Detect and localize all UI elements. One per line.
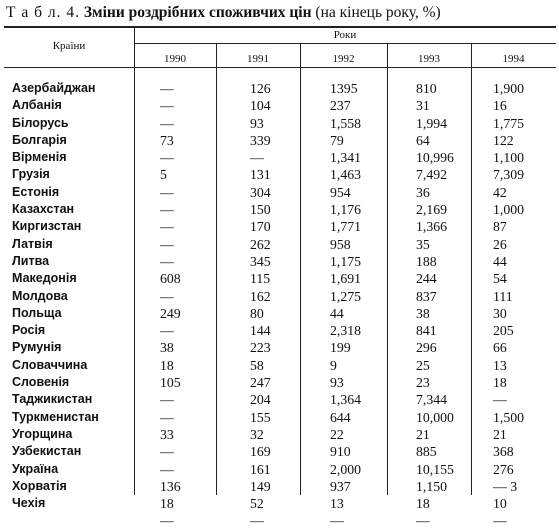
value-cell: 30 [493,305,507,321]
value-cell: 66 [493,340,507,356]
table-row [4,305,556,322]
value-cell: 169 [250,444,271,460]
value-cell: 155 [250,409,271,425]
value-cell: — [160,150,174,166]
value-cell: 26 [493,236,507,252]
table-row [4,478,556,495]
table-row [4,166,556,183]
caption-lead: Т а б л. 4. [6,4,80,21]
year-header: 1991 [247,53,269,65]
value-cell: 161 [250,461,271,477]
table-caption [6,3,554,23]
country-name: Білорусь [12,115,69,130]
value-cell: 115 [250,271,271,287]
value-cell: 10,000 [416,409,454,425]
value-cell: 608 [160,271,181,287]
value-cell: 1,900 [493,81,525,96]
table-row [4,461,556,478]
value-cell: 73 [160,132,174,148]
country-name: Литва [12,253,50,268]
value-cell: 18 [160,357,174,373]
value-cell: 205 [493,323,514,339]
value-cell: 2,318 [330,323,362,339]
country-name: Словаччина [12,357,88,372]
table-row [4,80,556,97]
value-cell: 837 [416,288,437,304]
country-name: Казахстан [12,202,75,217]
country-name: Румунія [12,340,62,355]
table-body [4,80,556,530]
value-cell: 131 [250,167,271,183]
value-cell: 304 [250,184,271,200]
value-cell: 111 [493,288,513,304]
value-cell: — [250,150,264,166]
table-row [4,409,556,426]
value-cell: 262 [250,236,271,252]
value-cell: 2,000 [330,461,362,477]
value-cell: 150 [250,202,271,218]
value-cell: — [493,392,507,408]
value-cell: 13 [493,357,507,373]
country-name: Хорватія [12,478,67,493]
value-cell: 93 [330,375,344,391]
value-cell: 841 [416,323,437,339]
value-cell: 810 [416,81,437,96]
table-row [4,115,556,132]
table-row [4,322,556,339]
value-cell: 1,463 [330,167,362,183]
value-cell: 237 [330,98,351,114]
value-cell: — [160,253,174,269]
price-change-table [4,26,556,529]
value-cell: 244 [416,271,437,287]
value-cell: 204 [250,392,271,408]
value-cell: — [160,392,174,408]
table-row [4,184,556,201]
value-cell: 249 [160,305,181,321]
value-cell: 136 [160,478,181,494]
value-cell: 93 [250,115,264,131]
value-cell: 1,994 [416,115,448,131]
value-cell: 33 [160,426,174,442]
country-name: Киргизстан [12,219,82,234]
value-cell: 2,169 [416,202,448,218]
value-cell: 22 [330,426,344,442]
country-name: Україна [12,461,59,476]
year-header: 1993 [418,53,440,65]
value-cell: 144 [250,323,271,339]
country-name: Вірменія [12,150,67,165]
country-name: Польща [12,305,62,320]
value-cell: 937 [330,478,351,494]
value-cell: 122 [493,132,514,148]
value-cell: 54 [493,271,507,287]
value-cell: 18 [493,375,507,391]
value-cell: — [160,236,174,252]
value-cell: 18 [160,496,174,512]
value-cell: 44 [330,305,344,321]
value-cell: 36 [416,184,430,200]
country-name: Узбекистан [12,444,82,459]
country-name: Словенія [12,375,70,390]
table-row [4,149,556,166]
value-cell: — [160,409,174,425]
value-cell: 276 [493,461,514,477]
value-cell: 31 [416,98,430,114]
table-row [4,97,556,114]
value-cell: 162 [250,288,271,304]
value-cell: — [160,323,174,339]
value-cell: 23 [416,375,430,391]
value-cell: 38 [416,305,430,321]
value-cell: 1,341 [330,150,362,166]
value-cell: — 3 [493,478,518,494]
value-cell: — [160,202,174,218]
value-cell: 1,176 [330,202,362,218]
value-cell: 644 [330,409,351,425]
value-cell: — [160,461,174,477]
value-cell: 126 [250,81,271,96]
table-row [4,374,556,391]
value-cell: 79 [330,132,344,148]
value-cell: 10 [493,496,507,512]
country-name: Таджикистан [12,392,93,407]
year-header: 1990 [164,53,186,65]
value-cell: 42 [493,184,507,200]
value-cell: 1,150 [416,478,448,494]
value-cell: 58 [250,357,264,373]
years-group-header: Роки [333,29,357,41]
value-cell: 368 [493,444,514,460]
value-cell: 7,344 [416,392,448,408]
value-cell: 5 [160,167,167,183]
value-cell: 345 [250,253,271,269]
table-row [4,218,556,235]
value-cell: 10,996 [416,150,454,166]
value-cell: 910 [330,444,351,460]
country-name: Албанія [12,98,62,113]
value-cell: 1,175 [330,253,362,269]
value-cell: 38 [160,340,174,356]
value-cell: 1,775 [493,115,525,131]
value-cell: 339 [250,132,271,148]
table-row [4,391,556,408]
value-cell: 32 [250,426,264,442]
table-row [4,512,556,529]
value-cell: 104 [250,98,271,114]
value-cell: 105 [160,375,181,391]
table-row [4,132,556,149]
value-cell: 223 [250,340,271,356]
value-cell: 1,500 [493,409,525,425]
table-row [4,236,556,253]
value-cell: 1,366 [416,219,448,235]
value-cell: 188 [416,253,437,269]
year-header: 1994 [502,53,525,65]
value-cell: 21 [416,426,430,442]
value-cell: 44 [493,253,507,269]
country-name: Молдова [12,288,68,303]
value-cell: — [160,513,174,529]
value-cell: 296 [416,340,437,356]
value-cell: 1,691 [330,271,362,287]
table-row [4,357,556,374]
value-cell: 247 [250,375,271,391]
table-row [4,495,556,512]
country-name: Чехія [12,496,46,511]
value-cell: 1,558 [330,115,362,131]
caption-rest: (на кінець року, %) [315,4,441,21]
table-row [4,201,556,218]
country-column-header: Країни [52,40,86,52]
table-row [4,270,556,287]
country-name: Туркменистан [12,409,99,424]
value-cell: 1,000 [493,202,525,218]
value-cell: — [160,288,174,304]
value-cell: 1395 [330,81,358,96]
value-cell: — [160,219,174,235]
value-cell: 1,364 [330,392,362,408]
table-row [4,288,556,305]
value-cell: 199 [330,340,351,356]
table-row [4,443,556,460]
value-cell: 52 [250,496,264,512]
value-cell: 18 [416,496,430,512]
value-cell: 1,275 [330,288,362,304]
value-cell: — [160,81,174,96]
value-cell: — [160,184,174,200]
years-group-rule [134,43,556,44]
value-cell: 7,309 [493,167,525,183]
value-cell: 25 [416,357,430,373]
value-cell: 1,771 [330,219,362,235]
value-cell: 954 [330,184,351,200]
value-cell: — [416,513,430,529]
value-cell: 16 [493,98,507,114]
value-cell: 10,155 [416,461,454,477]
country-name: Росія [12,323,46,338]
value-cell: 1,100 [493,150,525,166]
country-name: Латвія [12,236,53,251]
value-cell: 35 [416,236,430,252]
country-name: Грузія [12,167,50,182]
country-name: Угорщина [12,426,73,441]
country-name: Естонія [12,184,60,199]
country-name: Азербайджан [12,81,96,95]
value-cell: 170 [250,219,271,235]
caption-title: Зміни роздрібних споживчих цін [83,4,312,21]
value-cell: 9 [330,357,337,373]
table-row [4,253,556,270]
year-header: 1992 [332,53,355,65]
country-name: Македонія [12,271,77,286]
value-cell: — [493,513,507,529]
value-cell: — [330,513,344,529]
value-cell: — [160,115,174,131]
country-name: Болгарія [12,132,67,147]
value-cell: 7,492 [416,167,448,183]
value-cell: 80 [250,305,264,321]
value-cell: 13 [330,496,344,512]
value-cell: 149 [250,478,271,494]
value-cell: 885 [416,444,437,460]
table-row [4,426,556,443]
table-row [4,339,556,356]
value-cell: 64 [416,132,430,148]
header-bottom-rule [4,67,556,68]
value-cell: 87 [493,219,507,235]
value-cell: 958 [330,236,351,252]
value-cell: — [250,513,264,529]
value-cell: — [160,444,174,460]
value-cell: 21 [493,426,507,442]
top-rule [4,26,556,28]
value-cell: — [160,98,174,114]
